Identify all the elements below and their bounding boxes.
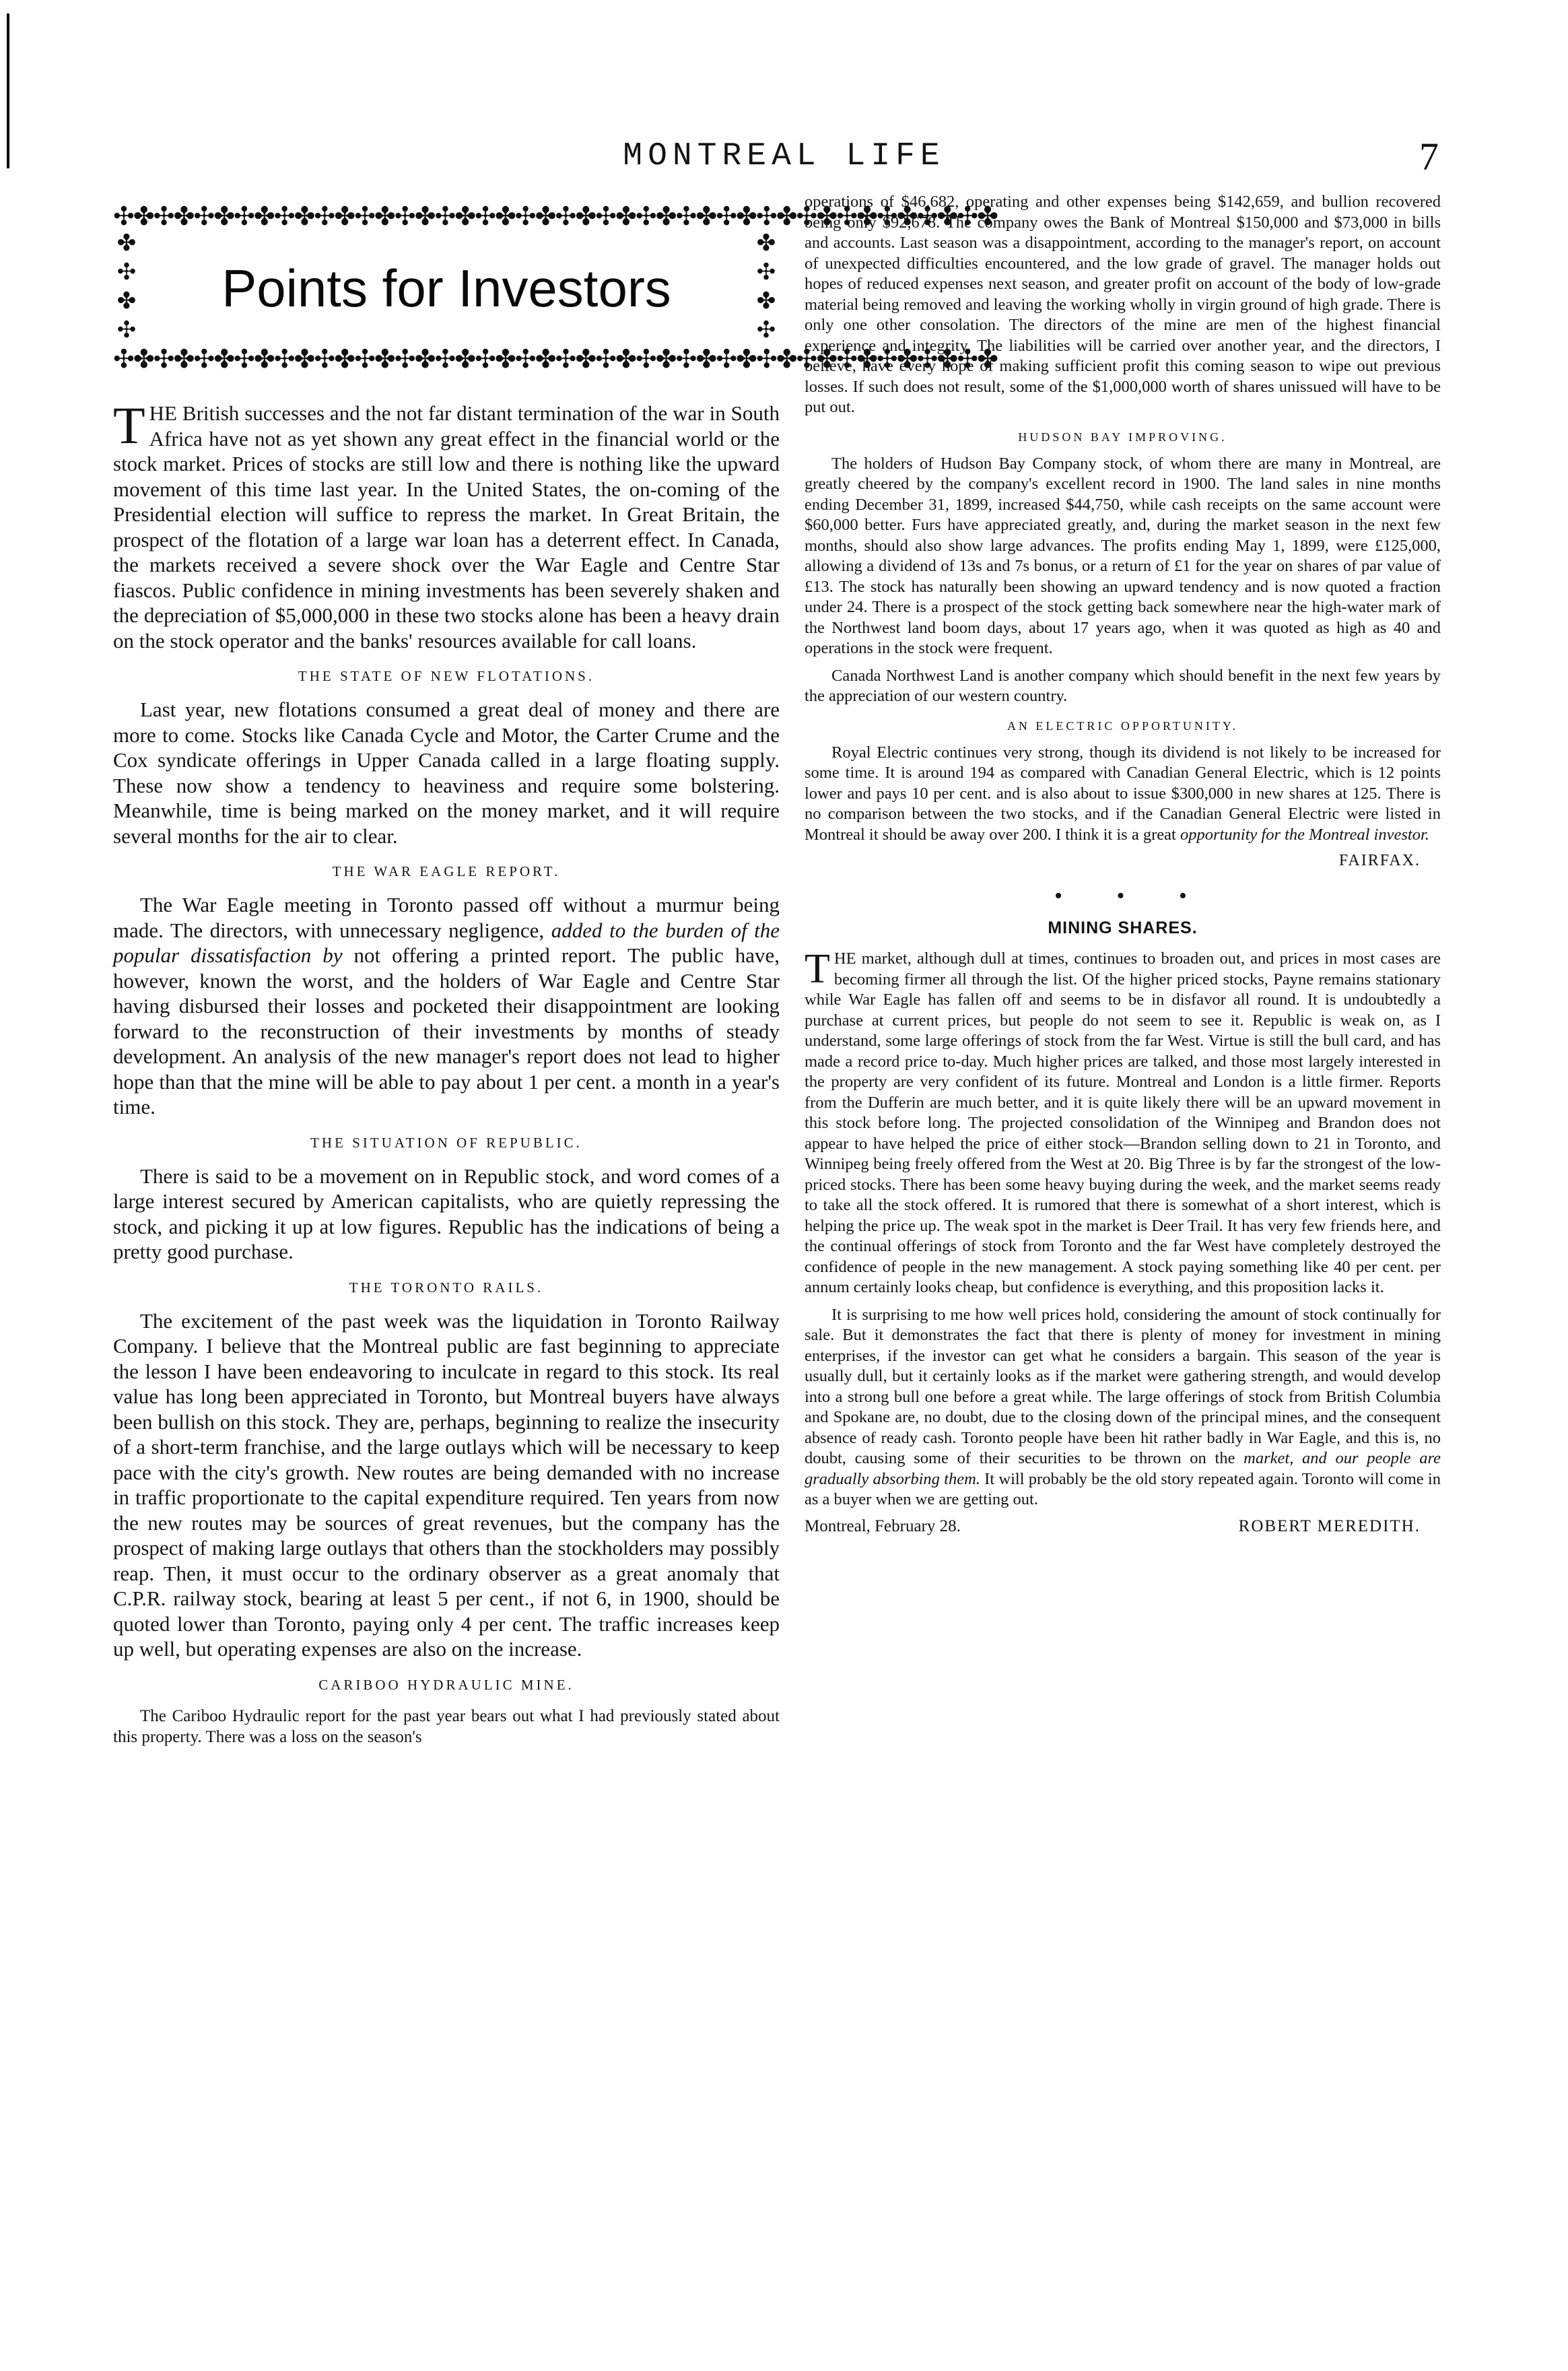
ornament-border-bottom: ✣✤✣✤✣✤✣✤✣✤✣✤✣✤✣✤✣✤✣✤✣✤✣✤✣✤✣✤✣✤✣✤✣✤✣✤✣✤✣✤✣✤✣✤ xyxy=(113,344,997,374)
drop-cap-mining: T xyxy=(805,946,830,992)
signature-fairfax: FAIRFAX. xyxy=(1338,852,1421,869)
mining-market-text: HE market, although dull at times, continues to broaden out, and prices in most cases are becoming firmer all through the list. Of the higher priced stocks, Payne remains stationary while War Eagle has fallen off and seems to be in disfavor all round. It is undoubtedly a purchase at current prices, but people do not seem to see it. Republic is weak on, as I understand, some large offerings of stock from the far West. Virtue is still the bull card, and has made a record price to-day. Much higher prices are talked, and those most largely interested in the property are very confident of its future. Montreal and London is a little firmer. Reports from the Dufferin are much better, and it is quite likely there will be an upward movement in this stock before long. The projected consolidation of the Winnipeg and Brandon does not appear to have helped the price of either stock—Brandon selling down to 21 in Toronto, and Winnipeg being freely offered from the West at 20. Big Three is by far the strongest of the low-priced stocks. There has been some heavy buying during the week, and the market seems ready to take all the stock offered. It is rumored that there is somewhat of a short interest, which is helping the price up. The weak spot in the market is Deer Trail. It has very few friends here, and the continual offerings of stock from Toronto and the far West have completely destroyed the confidence of people in the new management. A stock paying something like 40 per cent. per annum certainly looks cheap, but confidence is everything, and this proposition lacks it. xyxy=(805,949,1441,1296)
intro-text: HE British successes and the not far distant termination of the war in South Africa have not as yet shown any great effect in the financial world or the stock market. Prices of stocks are still low and there is nothing like the upward movement of this time last year. In the United States, the on-coming of the Presidential election will suffice to repress the market. In Great Britain, the prospect of the flotation of a large war loan has a deterrent effect. In Canada, the markets received a severe shock over the War Eagle and Centre Star fiascos. Public confidence in mining investments has been severely shaken and the depreciation of $5,000,000 in these two stocks alone has been a heavy drain on the stock operator and the banks' resources available for call loans. xyxy=(113,401,780,653)
paragraph-war-eagle xyxy=(113,892,780,1120)
subhead-war-eagle: THE WAR EAGLE REPORT. xyxy=(332,863,561,879)
subhead-toronto-rails: THE TORONTO RAILS. xyxy=(349,1279,544,1296)
closing-line xyxy=(805,1517,1441,1536)
war-eagle-text-b: not offering a printed report. The public have, however, known the worst, and the holders of War Eagle and Centre Star having disbursed their losses and pocketed their disappointment are looking forward to the reconstruction of their investments by months of steady development. An analysis of the new manager's report does not lead to higher hope than that the mine will be able to pay about 1 per cent. a month in a year's time. xyxy=(113,943,780,1118)
paragraph-electric xyxy=(805,743,1441,846)
subhead-new-flotations: THE STATE OF NEW FLOTATIONS. xyxy=(298,668,595,684)
paragraph-canada-northwest: Canada Northwest Land is another company which should benefit in the next few years by the appreciation of our western country. xyxy=(805,666,1441,705)
paragraph-hudson-bay: The holders of Hudson Bay Company stock, of whom there are many in Montreal, are greatly cheered by the company's excellent record in 1900. The land sales in nine months ending December 31, 1899, increased $44,750, while cash receipts on the same account were $60,000 better. Furs have appreciated greatly, and, during the market season in the next few months, should also show large advances. The profits ending May 1, 1899, were £125,000, allowing a dividend of 13s and 7s bonus, or a return of £1 for the year on shares of par value of £13. The stock has naturally been showing an upward tendency and is now quoted a fraction under 24. There is a prospect of the stock getting back somewhere near the high-water mark of the Northwest land boom days, about 17 years ago, when it was quoted as high as 40 and operations in the stock were frequent. xyxy=(805,454,1441,657)
section-banner xyxy=(113,201,997,374)
section-separator: • • • xyxy=(1054,883,1211,908)
page-number: 7 xyxy=(1419,135,1439,178)
paragraph-cariboo: The Cariboo Hydraulic report for the past year bears out what I had previously stated about this property. There was a loss on the season's xyxy=(113,1706,780,1746)
running-head xyxy=(0,135,1568,178)
paragraph-prices-hold xyxy=(805,1305,1441,1510)
prices-hold-text-italic: market, and our people are gradually absorbing them. xyxy=(805,1449,1441,1488)
paragraph-toronto-rails: The excitement of the past week was the liquidation in Toronto Railway Company. I believe that the Montreal public are fast beginning to appreciate the lesson I have been endeavoring to inculcate in regard to this stock. Its real value has long been appreciated in Toronto, but Montreal buyers have always been bullish on this stock. They are, perhaps, beginning to realize the insecurity of a short-term franchise, and the large outlays which will be necessary to keep pace with the city's growth. New routes are being demanded with no increase in traffic proportionate to the capital expenditure required. Ten years from now the new routes may be sources of great revenues, but the company has the prospect of making large outlays that others than the stockholders may possibly reap. Then, it must occur to the ordinary observer as a great anomaly that C.P.R. railway stock, bearing at least 5 per cent., if not 6, in 1900, should be quoted lower than Toronto, paying only 4 per cent. The traffic increases keep up well, but operating expenses are also on the increase. xyxy=(113,1308,780,1661)
war-eagle-text-a: The War Eagle meeting in Toronto passed off without a murmur being made. The directors, with unnecessary negligence, xyxy=(113,893,780,942)
electric-text: Royal Electric continues very strong, though its dividend is not likely to be increased for some time. It is around 194 as compared with Canadian General Electric, which is 12 points lower and pays 10 per cent. and is also about to issue $300,000 in new shares at 125. There is no comparison between the two stocks, and if the Canadian General Electric were listed in Montreal it should be away over 200. I think it is a great xyxy=(805,743,1441,844)
subhead-electric: AN ELECTRIC OPPORTUNITY. xyxy=(1007,719,1239,733)
subhead-hudson-bay: HUDSON BAY IMPROVING. xyxy=(1018,430,1227,444)
banner-title: Points for Investors xyxy=(221,259,671,318)
dateline: Montreal, February 28. xyxy=(805,1516,961,1535)
paragraph-cariboo-continued: operations of $46,682, operating and other expenses being $142,659, and bullion recovered being only $92,678. The company owes the Bank of Montreal $150,000 and $73,000 in bills and accounts. Last season was a disappointment, according to the manager's report, on account of unexpected difficulties encountered, and the low grade of gravel. The manager holds out hopes of reduced expenses next season, and greater profit on account of the body of low-grade material being removed and leaving the working wholly in virgin ground of high grade. There is only one other consolation. The directors of the mine are men of the highest financial experience and integrity. The liabilities will be carried over another year, and the directors, I believe, have every hope of making sufficient profit this coming season to wipe out previous losses. If such does not result, some of the $1,000,000 worth of shares unissued will have to be put out. xyxy=(805,193,1441,416)
paragraph-new-flotations: Last year, new flotations consumed a great deal of money and there are more to come. Stocks like Canada Cycle and Motor, the Carter Crume and the Cox syndicate offerings in Upper Canada called in a large floating supply. These now show a tendency to heaviness and require some bolstering. Meanwhile, time is being marked on the money market, and it will require several months for the air to clear. xyxy=(113,698,780,848)
electric-text-italic: opportunity for the Montreal investor. xyxy=(1180,825,1429,844)
paragraph-mining-market xyxy=(805,946,1441,1298)
signature-meredith: ROBERT MEREDITH. xyxy=(1238,1516,1421,1535)
paragraph-republic: There is said to be a movement on in Republic stock, and word comes of a large interest secured by American capitalists, who are quietly repressing the stock, and picking it up at low figures. Republic has the indications of being a pretty good purchase. xyxy=(113,1164,780,1263)
masthead-title: MONTREAL LIFE xyxy=(623,138,945,174)
section-head-mining-shares: MINING SHARES. xyxy=(1048,919,1198,937)
prices-hold-text-a: It is surprising to me how well prices hold, considering the amount of stock continually for sale. But it demonstrates the fact that there is plenty of money for investment in mining enterprises, if the investor can get what he considers a bargain. This season of the year is usually dull, but it certainly looks as if the market were gathering strength, and would develop into a strong bull one before a great while. The large offerings of stock from British Columbia and Spokane are, no doubt, due to the closing down of the principal mines, and the consequent absence of ready cash. Toronto people have been hit rather badly in War Eagle, and this is, no doubt, causing some of their securities to be thrown on the xyxy=(805,1305,1441,1467)
ornament-border-top: ✣✤✣✤✣✤✣✤✣✤✣✤✣✤✣✤✣✤✣✤✣✤✣✤✣✤✣✤✣✤✣✤✣✤✣✤✣✤✣✤✣✤✣✤ xyxy=(113,201,997,231)
war-eagle-text-italic: added to the burden of the popular dissatisfaction by xyxy=(113,918,780,967)
ornament-border-left: ✤✣✤✣ xyxy=(116,230,137,343)
prices-hold-text-b: It will probably be the old story repeated again. Toronto will come in as a buyer when we are getting out. xyxy=(805,1469,1441,1508)
subhead-cariboo: CARIBOO HYDRAULIC MINE. xyxy=(318,1676,574,1693)
intro-paragraph xyxy=(113,396,780,653)
right-column xyxy=(805,192,1441,1536)
subhead-republic: THE SITUATION OF REPUBLIC. xyxy=(310,1134,582,1151)
drop-cap: T xyxy=(113,396,145,455)
ornament-border-right: ✤✣✤✣ xyxy=(756,230,776,343)
